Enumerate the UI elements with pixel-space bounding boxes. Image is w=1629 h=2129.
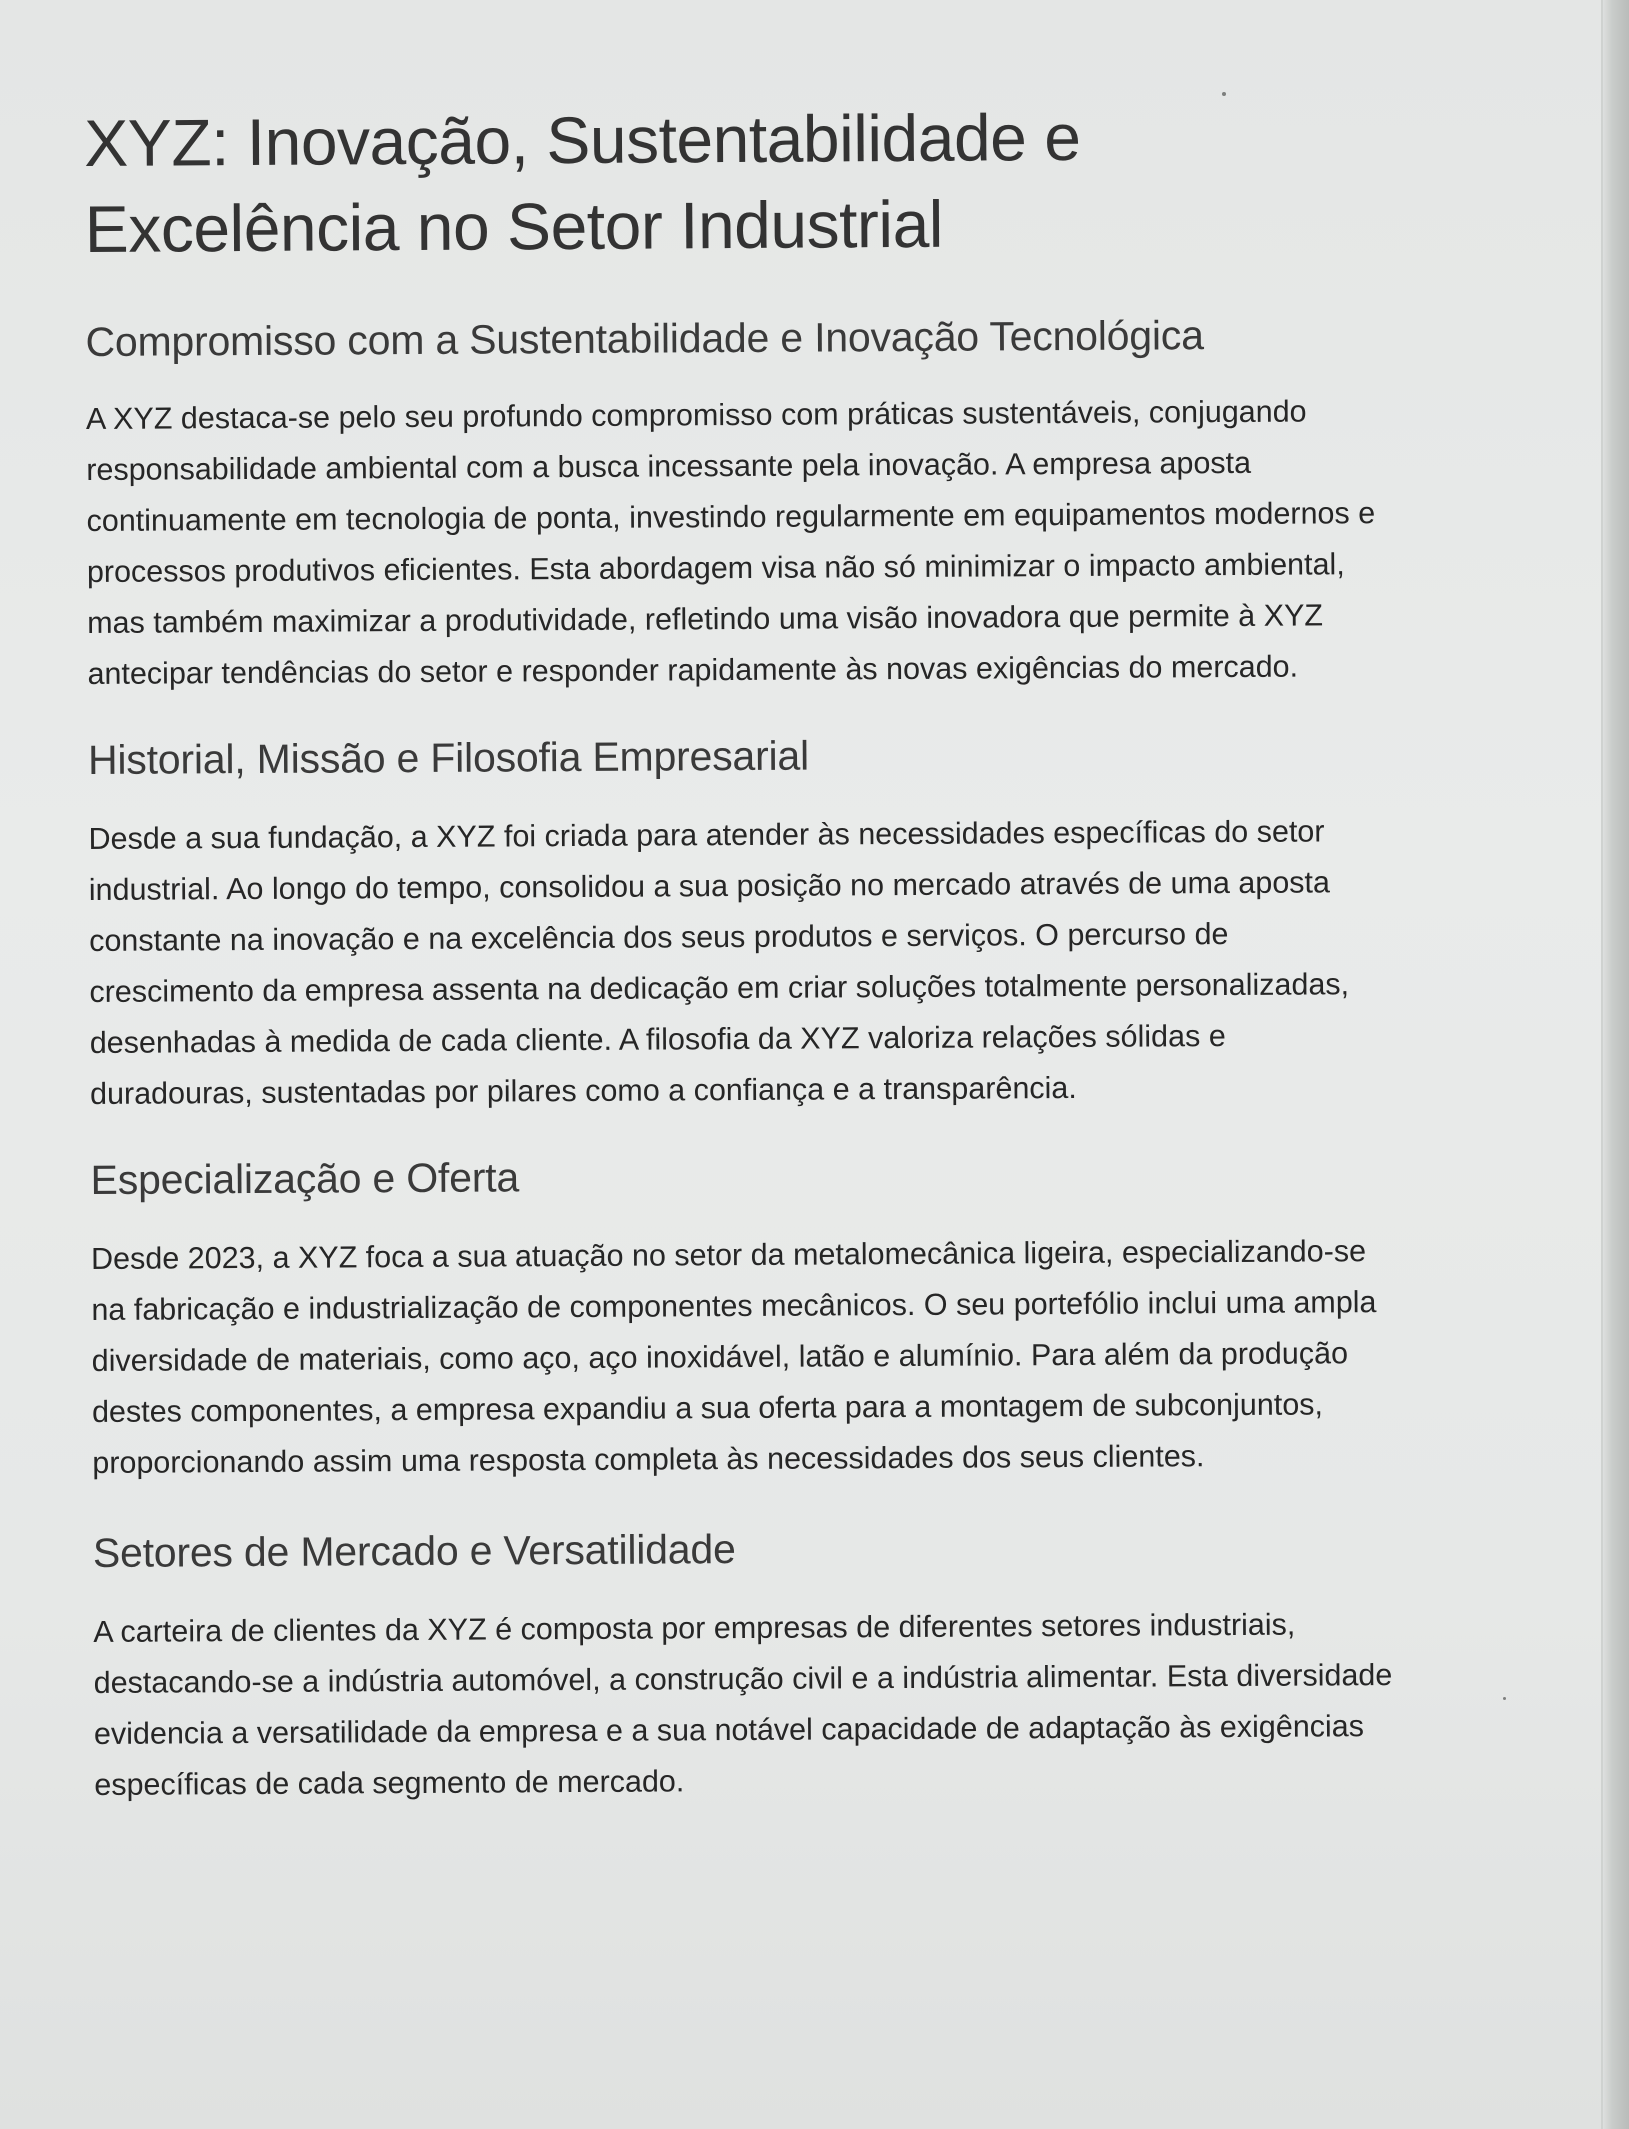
section-paragraph: Desde 2023, a XYZ foca a sua atuação no setor da metalomecânica ligeira, especializando-se na fabricação e industrialização de componentes mecânicos. O seu portefólio inclui uma ampla diversidade de materiais, como aço, aço inoxidável, latão e alumínio. Para além da produção destes componentes, a empresa expandiu a sua oferta para a montagem de subconjuntos, proporcionando assim uma resposta completa às necessidades dos seus clientes. (90, 1234, 1377, 1480)
section-paragraph: A XYZ destaca-se pelo seu profundo compromisso com práticas sustentáveis, conjugando responsabilidade ambiental com a busca incessante pela inovação. A empresa aposta continuamente em tecnologia de ponta, investindo regularmente em equipamentos modernos e processos produtivos eficientes. Esta abordagem visa não só minimizar o impacto ambiental, mas também maximizar a produtividade, refletindo uma visão inovadora que permite à XYZ antecipar tendências do setor e responder rapidamente às novas exigências do mercado. (85, 394, 1376, 691)
section-markets (93, 1519, 1425, 1811)
section-heading: Especialização e Oferta (90, 1154, 520, 1203)
section-history (88, 726, 1420, 1120)
section-sustainability (85, 308, 1417, 700)
section-heading: Compromisso com a Sustentabilidade e Inovação Tecnológica (85, 312, 1204, 365)
section-paragraph: Desde a sua fundação, a XYZ foi criada para atender às necessidades específicas do setor industrial. Ao longo do tempo, consolidou a sua posição no mercado através de uma aposta constante na inovação e na excelência dos seus produtos e serviços. O percurso de crescimento da empresa assenta na dedicação em criar soluções totalmente personalizadas, desenhadas à medida de cada cliente. A filosofia da XYZ valoriza relações sólidas e duradouras, sustentadas por pilares como a confiança e a transparência. (88, 814, 1350, 1111)
section-paragraph: A carteira de clientes da XYZ é composta por empresas de diferentes setores industriais, destacando-se a indústria automóvel, a construção civil e a indústria alimentar. Esta diversidade evidencia a versatilidade da empresa e a sua notável capacidade de adaptação às exigências específicas de cada segmento de mercado. (93, 1607, 1393, 1802)
paper-edge-shadow (1601, 0, 1629, 2129)
section-specialization (90, 1146, 1422, 1489)
paper-speck (1503, 1697, 1506, 1700)
paper-edge-line (1601, 0, 1603, 2129)
document-title: XYZ: Inovação, Sustentabilidade e Excelência no Setor Industrial (84, 99, 1081, 266)
section-heading: Setores de Mercado e Versatilidade (92, 1526, 736, 1576)
section-heading: Historial, Missão e Filosofia Empresarial (87, 732, 810, 783)
document-page (84, 92, 1424, 1811)
